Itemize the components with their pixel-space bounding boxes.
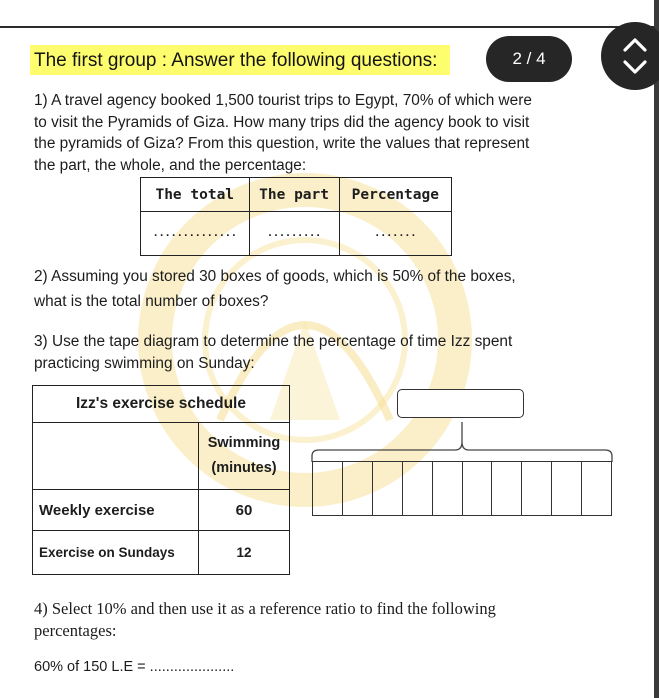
header-part: The part [249,178,339,212]
question-4-text: 4) Select 10% and then use it as a reference ratio to find the following percentages: [34,599,496,640]
blank-part[interactable]: ......... [249,212,339,256]
tape-segment [313,462,343,515]
tape-diagram [312,461,612,516]
chevron-up-icon [625,40,645,50]
weekly-exercise-label: Weekly exercise [33,490,199,531]
answer-line[interactable]: 60% of 150 L.E = ..................... [34,659,235,675]
blank-total[interactable]: .............. [141,212,250,256]
header-total: The total [141,178,250,212]
exercise-schedule-table [32,385,290,575]
question-1-text: 1) A travel agency booked 1,500 tourist trips to Egypt, 70% of which were to visit the Pyramids of Giza. How many trips did the agency book to visit the pyramids of Giza? From this question, write the values that represent the part, the whole, and the percentage: [34,92,532,174]
right-edge-strip [654,0,659,698]
tape-segment [552,462,582,515]
top-divider [0,26,659,28]
tape-segment [492,462,522,515]
section-title: The first group : Answer the following questions: [34,50,438,71]
tape-brace [305,418,620,464]
part-whole-percentage-table [140,177,452,256]
page-nav-button[interactable] [601,22,659,90]
weekly-exercise-value: 60 [199,490,290,531]
tape-segment [403,462,433,515]
question-3-text: 3) Use the tape diagram to determine the percentage of time Izz spent practicing swimming on Sunday: [34,333,513,372]
blank-percentage[interactable]: ....... [339,212,451,256]
tape-segment [463,462,493,515]
tape-segment [343,462,373,515]
schedule-title: Izz's exercise schedule [33,386,290,423]
tape-segment [373,462,403,515]
tape-segment [522,462,552,515]
swimming-header: Swimming (minutes) [199,423,290,490]
schedule-empty-header [33,423,199,490]
tape-segment [582,462,611,515]
sunday-exercise-value: 12 [199,531,290,575]
sunday-exercise-label: Exercise on Sundays [33,531,199,575]
tape-answer-box[interactable] [397,389,524,418]
question-2-text: 2) Assuming you stored 30 boxes of goods, which is 50% of the boxes, what is the total number of boxes? [34,268,516,310]
tape-segment [433,462,463,515]
chevron-down-icon [625,62,645,72]
header-percentage: Percentage [339,178,451,212]
page-indicator: 2 / 4 [486,36,572,82]
